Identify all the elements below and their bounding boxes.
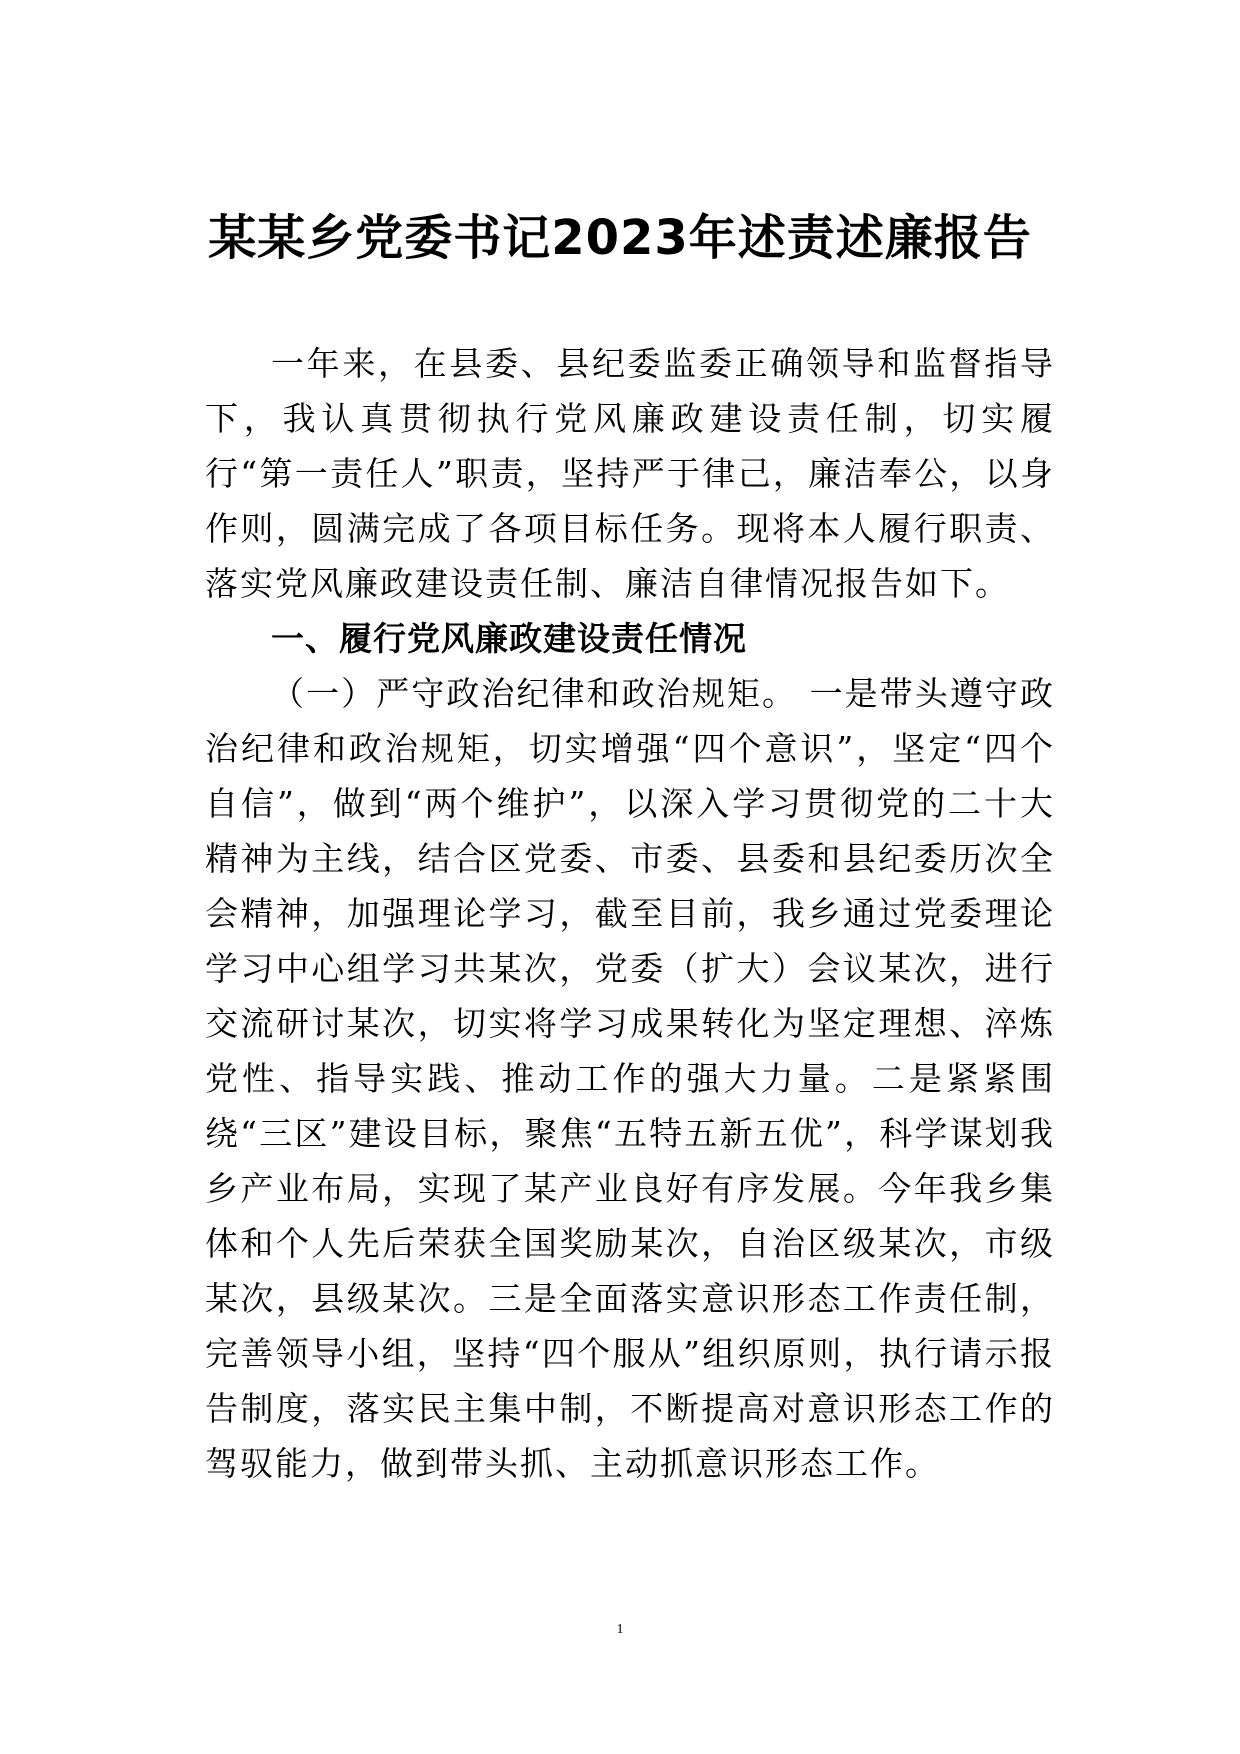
page-number: 1 [616, 1622, 624, 1637]
document-body [205, 336, 1055, 1491]
section-heading: 一、履行党风廉政建设责任情况 [271, 619, 747, 658]
section-paragraph: （一）严守政治纪律和政治规矩。 一是带头遵守政治纪律和政治规矩，切实增强“四个意识”，坚定“四个自信”，做到“两个维护”，以深入学习贯彻党的二十大精神为主线，结合区党委、市委、县委和县纪委历次全会精神，加强理论学习，截至目前，我乡通过党委理论学习中心组学习共某次，党委（扩大）会议某次，进行交流研讨某次，切实将学习成果转化为坚定理想、淬炼党性、指导实践、推动工作的强大力量。二是紧紧围绕“三区”建设目标，聚焦“五特五新五优”，科学谋划我乡产业布局，实现了某产业良好有序发展。今年我乡集体和个人先后荣获全国奖励某次，自治区级某次，市级某次，县级某次。三是全面落实意识形态工作责任制，完善领导小组，坚持“四个服从”组织原则，执行请示报告制度，落实民主集中制，不断提高对意识形态工作的驾驭能力，做到带头抓、主动抓意识形态工作。 [205, 674, 1055, 1483]
document-title: 某某乡党委书记2023年述责述廉报告 [208, 210, 1032, 266]
intro-paragraph: 一年来，在县委、县纪委监委正确领导和监督指导下，我认真贯彻执行党风廉政建设责任制，切实履行“第一责任人”职责，坚持严于律己，廉洁奉公，以身作则，圆满完成了各项目标任务。现将本人履行职责、落实党风廉政建设责任制、廉洁自律情况报告如下。 [205, 344, 1055, 603]
